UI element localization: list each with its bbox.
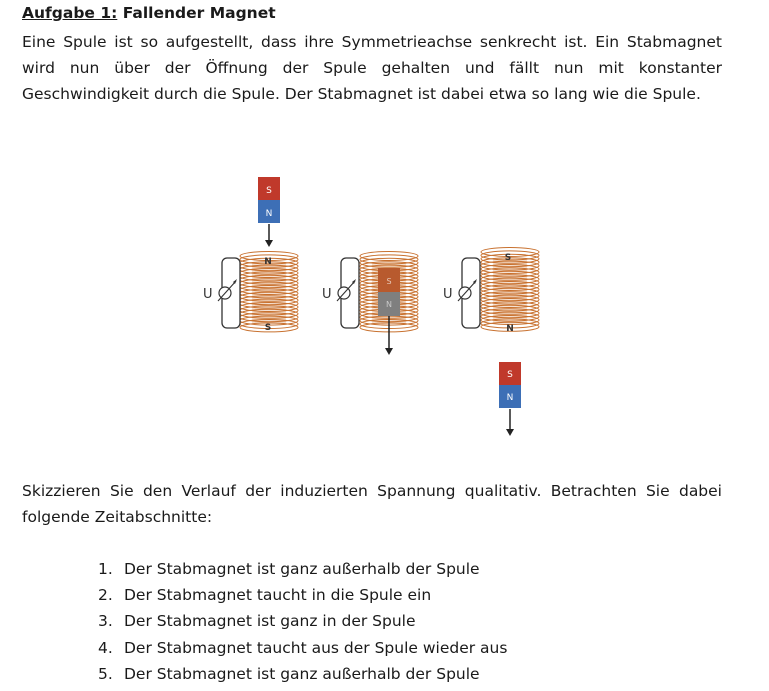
magnet-north-label: N bbox=[265, 209, 273, 219]
voltmeter-3-label: U bbox=[443, 287, 453, 302]
voltmeter-1 bbox=[203, 258, 240, 328]
phase-item: 2. Der Stabmagnet taucht in die Spule ein bbox=[98, 586, 432, 605]
velocity-arrow-head-2 bbox=[385, 348, 393, 355]
task-number: Aufgabe 1: bbox=[22, 4, 118, 22]
scene-magnet-above bbox=[203, 177, 298, 333]
magnet-below-north-label: N bbox=[506, 393, 514, 403]
velocity-arrow-head bbox=[265, 240, 273, 247]
coil-3 bbox=[481, 248, 539, 335]
magnet-south-label: S bbox=[266, 186, 272, 196]
phase-item: 5. Der Stabmagnet ist ganz außerhalb der Spule bbox=[98, 664, 480, 683]
phase-item: 4. Der Stabmagnet taucht aus der Spule wieder aus bbox=[98, 638, 508, 657]
magnet-below-south-label: S bbox=[507, 370, 513, 380]
coil-1-bottom-pole: S bbox=[264, 323, 272, 333]
falling-magnet-figure bbox=[0, 168, 769, 448]
scene-magnet-inside bbox=[322, 252, 418, 356]
voltmeter-2 bbox=[322, 258, 359, 328]
intro-paragraph: Eine Spule ist so aufgestellt, dass ihre Symmetrieachse senkrecht ist. Ein Stabmagnet wird nun über der Öffnung der Spule gehalten und fällt nun mit konstanter Geschwindigkeit durch die Spule. Der Stabmagnet ist dabei etwa so lang wie die Spule. bbox=[22, 33, 722, 103]
voltmeter-3 bbox=[443, 258, 480, 328]
scene-magnet-below bbox=[443, 248, 539, 437]
coil-1 bbox=[240, 252, 298, 334]
task-paragraph: Skizzieren Sie den Verlauf der induzierten Spannung qualitativ. Betrachten Sie dabei folgende Zeitabschnitte: bbox=[22, 482, 722, 526]
phase-item: 1. Der Stabmagnet ist ganz außerhalb der Spule bbox=[98, 560, 480, 578]
magnet-inside-south-label: S bbox=[386, 277, 392, 286]
voltmeter-2-label: U bbox=[322, 287, 332, 302]
phase-list bbox=[98, 556, 507, 687]
phase-item: 3. Der Stabmagnet ist ganz in der Spule bbox=[98, 612, 416, 631]
task-name: Fallender Magnet bbox=[122, 4, 276, 22]
coil-3-top-pole: S bbox=[504, 253, 512, 263]
coil-1-top-pole: N bbox=[264, 257, 272, 267]
voltmeter-1-label: U bbox=[203, 287, 213, 302]
magnet-inside-north-label: N bbox=[386, 300, 392, 309]
task-title bbox=[22, 4, 276, 22]
velocity-arrow-head-3 bbox=[506, 429, 514, 436]
coil-3-bottom-pole: N bbox=[506, 324, 514, 334]
